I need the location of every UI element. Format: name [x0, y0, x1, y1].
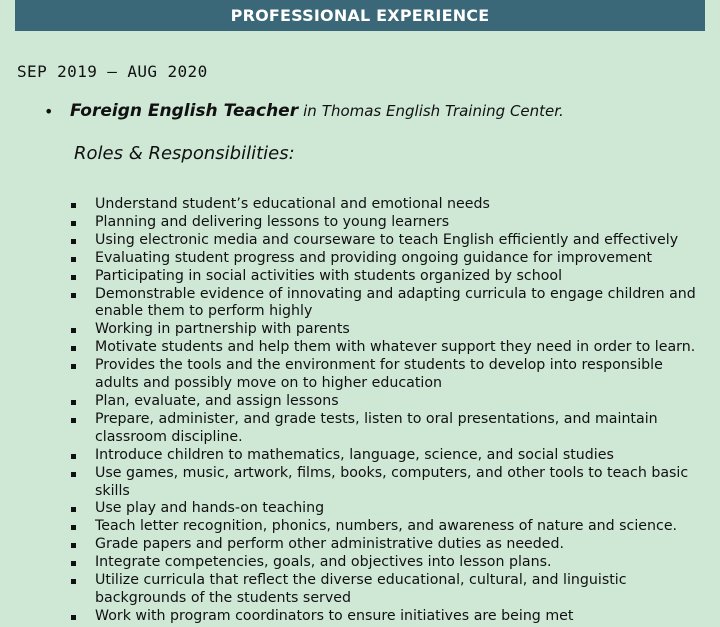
- list-item: [67, 214, 720, 232]
- list-item-text: Introduce children to mathematics, language, science, and social studies: [95, 446, 614, 463]
- square-bullet-icon: [71, 239, 76, 244]
- square-bullet-icon: [71, 525, 76, 530]
- list-item: [67, 321, 720, 339]
- list-item: [67, 536, 720, 554]
- list-item: [67, 393, 720, 411]
- list-item: [67, 500, 720, 518]
- list-item: [67, 608, 720, 626]
- responsibilities-list: [67, 196, 720, 626]
- list-item-text: Understand student’s educational and emotional needs: [95, 196, 490, 212]
- list-item: [67, 572, 720, 608]
- square-bullet-icon: [71, 454, 76, 459]
- list-item-text: Demonstrable evidence of innovating and adapting curricula to engage children and enable them to perform highly: [95, 285, 696, 320]
- square-bullet-icon: [71, 507, 76, 512]
- square-bullet-icon: [71, 615, 76, 620]
- square-bullet-icon: [71, 275, 76, 280]
- list-item-text: Working in partnership with parents: [95, 321, 350, 338]
- list-item: [67, 268, 720, 286]
- square-bullet-icon: [71, 257, 76, 262]
- square-bullet-icon: [71, 346, 76, 351]
- square-bullet-icon: [71, 543, 76, 548]
- list-item: [67, 250, 720, 268]
- list-item-text: Planning and delivering lessons to young learners: [95, 213, 450, 230]
- list-item: [67, 196, 720, 214]
- list-item-text: Grade papers and perform other administrative duties as needed.: [95, 536, 565, 553]
- list-item: [67, 357, 720, 393]
- list-item: [67, 286, 720, 322]
- square-bullet-icon: [71, 561, 76, 566]
- list-item: [67, 232, 720, 250]
- list-item: [67, 447, 720, 465]
- job-title: Foreign English Teacher: [70, 101, 299, 121]
- list-item-text: Teach letter recognition, phonics, numbers, and awareness of nature and science.: [95, 518, 678, 535]
- list-item: [67, 411, 720, 447]
- list-item-text: Plan, evaluate, and assign lessons: [95, 392, 339, 409]
- square-bullet-icon: [71, 579, 76, 584]
- list-item-text: Use play and hands-on teaching: [95, 500, 325, 517]
- list-item-text: Use games, music, artwork, films, books, computers, and other tools to teach basic skills: [95, 464, 689, 499]
- list-item-text: Work with program coordinators to ensure initiatives are being met: [95, 607, 574, 624]
- list-item-text: Evaluating student progress and providing ongoing guidance for improvement: [95, 249, 653, 266]
- square-bullet-icon: [71, 293, 76, 298]
- square-bullet-icon: [71, 221, 76, 226]
- square-bullet-icon: [71, 364, 76, 369]
- square-bullet-icon: [71, 203, 76, 208]
- job-entry: [44, 101, 564, 121]
- list-item-text: Provides the tools and the environment for students to develop into responsible adults and possibly move on to higher education: [95, 357, 663, 392]
- list-item-text: Motivate students and help them with whatever support they need in order to learn.: [95, 339, 696, 356]
- list-item-text: Prepare, administer, and grade tests, listen to oral presentations, and maintain classroom discipline.: [95, 410, 658, 445]
- square-bullet-icon: [71, 400, 76, 405]
- company-name: Thomas English Training Center.: [321, 102, 564, 120]
- list-item: [67, 465, 720, 501]
- section-title: PROFESSIONAL EXPERIENCE: [230, 6, 490, 25]
- section-header-bar: [15, 0, 705, 31]
- list-item-text: Using electronic media and courseware to teach English efficiently and effectively: [95, 231, 679, 248]
- list-item: [67, 339, 720, 357]
- list-item-text: Utilize curricula that reflect the diverse educational, cultural, and linguistic backgrounds of the students served: [95, 572, 627, 606]
- list-item: [67, 518, 720, 536]
- job-connector: in: [303, 102, 317, 120]
- square-bullet-icon: [71, 418, 76, 423]
- list-item: [67, 554, 720, 572]
- roles-heading: Roles & Responsibilities:: [74, 143, 295, 164]
- square-bullet-icon: [71, 472, 76, 477]
- square-bullet-icon: [71, 328, 76, 333]
- list-item-text: Participating in social activities with students organized by school: [95, 267, 563, 284]
- bullet-icon: •: [44, 101, 54, 121]
- list-item-text: Integrate competencies, goals, and objectives into lesson plans.: [95, 554, 552, 571]
- date-range: SEP 2019 – AUG 2020: [17, 62, 208, 81]
